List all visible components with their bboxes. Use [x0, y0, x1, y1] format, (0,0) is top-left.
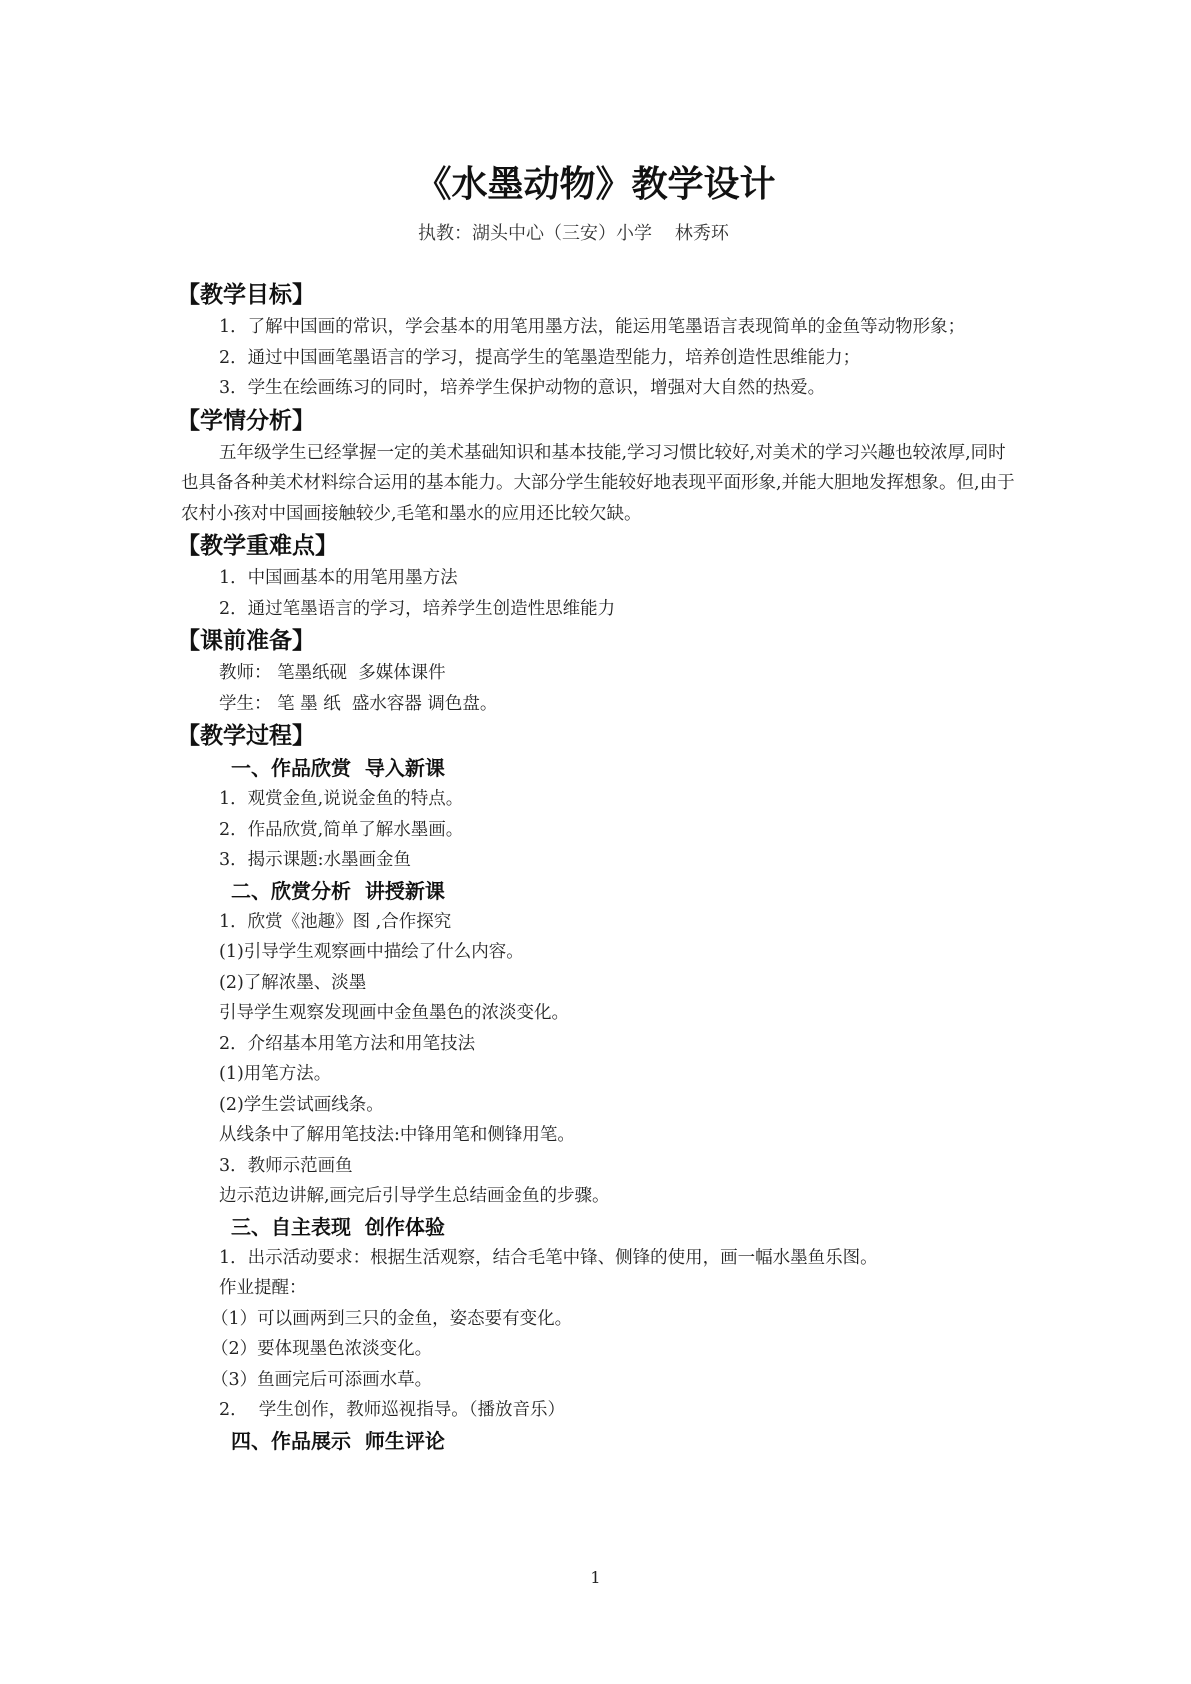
preparation-item: 教师： 笔墨纸砚 多媒体课件: [219, 663, 446, 683]
process-line: （1）可以画两到三只的金鱼，姿态要有变化。: [211, 1308, 573, 1329]
objective-item: 3．学生在绘画练习的同时，培养学生保护动物的意识，增强对大自然的热爱。: [219, 378, 826, 398]
section-heading-process: 【教学过程】: [177, 723, 315, 749]
process-line: 1．欣赏《池趣》图 ,合作探究: [219, 911, 452, 932]
author-byline: 执教：湖头中心（三安）小学 林秀环: [418, 223, 729, 244]
process-line: 3．教师示范画鱼: [219, 1155, 353, 1176]
section-heading-key-points: 【教学重难点】: [177, 533, 338, 559]
document-body: [177, 278, 1021, 1457]
process-line: 引导学生观察发现画中金鱼墨色的浓淡变化。: [219, 1003, 569, 1023]
process-part-title: 四、作品展示 师生评论: [231, 1428, 445, 1453]
preparation-item: 学生： 笔 墨 纸 盛水容器 调色盘。: [219, 693, 498, 714]
objective-item: 1．了解中国画的常识，学会基本的用笔用墨方法，能运用笔墨语言表现简单的金鱼等动物形象；: [219, 317, 966, 337]
process-line: 作业提醒：: [219, 1278, 307, 1298]
section-heading-analysis: 【学情分析】: [177, 407, 315, 434]
process-line: （2）要体现墨色浓淡变化。: [211, 1339, 433, 1359]
process-line: (1)引导学生观察画中描绘了什么内容。: [219, 942, 524, 962]
process-line: 边示范边讲解,画完后引导学生总结画金鱼的步骤。: [219, 1186, 610, 1206]
process-line: 2．介绍基本用笔方法和用笔技法: [219, 1033, 476, 1054]
analysis-paragraph: 五年级学生已经掌握一定的美术基础知识和基本技能,学习习惯比较好,对美术的学习兴趣也较浓厚,同时也具备各种美术材料综合运用的基本能力。大部分学生能较好地表现平面形象,并能大胆地发挥想象。但,由于农村小孩对中国画接触较少,毛笔和墨水的应用还比较欠缺。: [181, 442, 1015, 524]
process-line: 1．出示活动要求：根据生活观察，结合毛笔中锋、侧锋的使用，画一幅水墨鱼乐图。: [219, 1247, 878, 1268]
process-part-title: 一、作品欣赏 导入新课: [231, 756, 445, 780]
process-line: (2)学生尝试画线条。: [219, 1094, 384, 1115]
process-line: 1．观赏金鱼,说说金鱼的特点。: [219, 789, 464, 809]
page-number: 1: [590, 1568, 601, 1587]
process-line: 2．作品欣赏,简单了解水墨画。: [219, 819, 464, 840]
process-line: 2． 学生创作，教师巡视指导。（播放音乐）: [219, 1400, 566, 1420]
document-title: 《水墨动物》教学设计: [415, 164, 776, 205]
section-heading-objectives: 【教学目标】: [177, 282, 315, 308]
objective-item: 2．通过中国画笔墨语言的学习，提高学生的笔墨造型能力，培养创造性思维能力；: [219, 347, 861, 368]
process-line: 从线条中了解用笔技法:中锋用笔和侧锋用笔。: [219, 1125, 575, 1145]
key-point-item: 1．中国画基本的用笔用墨方法: [219, 568, 458, 588]
section-heading-preparation: 【课前准备】: [177, 628, 315, 654]
process-line: (2)了解浓墨、淡墨: [219, 972, 367, 993]
process-line: 3．揭示课题:水墨画金鱼: [219, 850, 412, 870]
process-part-title: 二、欣赏分析 讲授新课: [231, 878, 445, 903]
process-line: （3）鱼画完后可添画水草。: [211, 1369, 433, 1390]
process-line: (1)用笔方法。: [219, 1064, 332, 1084]
key-point-item: 2．通过笔墨语言的学习，培养学生创造性思维能力: [219, 598, 616, 619]
process-part-title: 三、自主表现 创作体验: [231, 1214, 445, 1239]
